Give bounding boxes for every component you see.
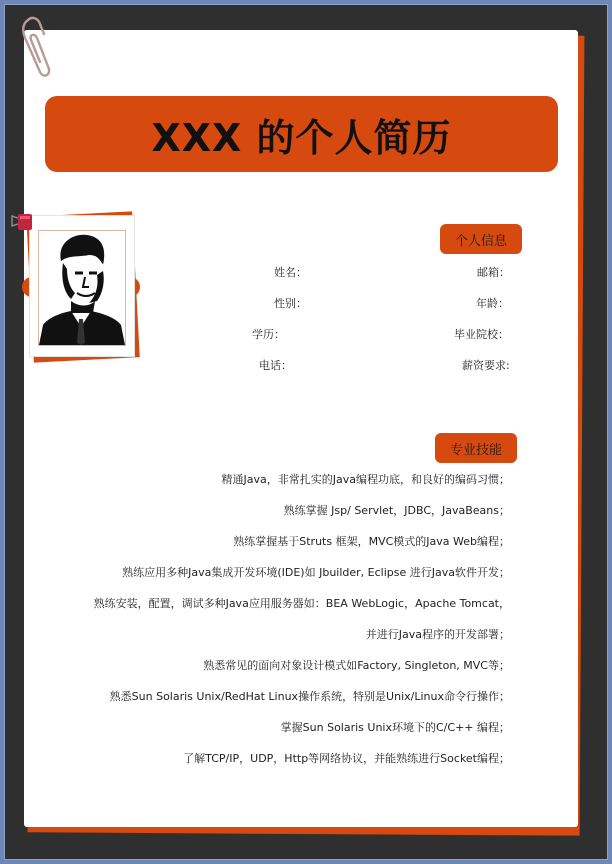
email-label: 邮箱： xyxy=(477,266,510,279)
skill-item: 掌握Sun Solaris Unix环境下的C/C++ 编程； xyxy=(280,721,510,734)
education-label: 学历： xyxy=(252,328,285,341)
personal-info-heading: 个人信息 xyxy=(440,224,522,254)
skill-item: 熟练掌握基于Struts 框架，MVC模式的Java Web编程； xyxy=(233,535,510,548)
phone-label: 电话： xyxy=(259,359,292,372)
school-label: 毕业院校： xyxy=(454,328,509,341)
portrait-photo xyxy=(38,230,126,346)
skill-item: 熟练掌握 Jsp/ Servlet，JDBC，JavaBeans； xyxy=(283,504,510,517)
skill-item: 熟悉常见的面向对象设计模式如Factory, Singleton, MVC等； xyxy=(203,659,510,672)
skill-item: 并进行Java程序的开发部署； xyxy=(365,628,510,641)
gender-label: 性别： xyxy=(274,297,307,310)
paperclip-icon xyxy=(18,14,54,80)
skill-item: 精通Java，非常扎实的Java编程功底，和良好的编码习惯； xyxy=(221,473,510,486)
title-banner xyxy=(45,96,558,172)
skills-list xyxy=(60,464,510,774)
skill-item: 了解TCP/IP，UDP，Http等网络协议，并能熟练进行Socket编程； xyxy=(183,752,510,765)
skill-item: 熟练安装，配置，调试多种Java应用服务器如：BEA WebLogic，Apache Tomcat， xyxy=(93,597,510,610)
salary-label: 薪资要求: xyxy=(462,359,510,372)
skills-heading: 专业技能 xyxy=(435,433,517,463)
binder-clip-icon xyxy=(10,212,36,232)
name-label: 姓名： xyxy=(274,266,307,279)
skill-item: 熟悉Sun Solaris Unix/RedHat Linux操作系统，特别是Unix/Linux命令行操作； xyxy=(109,690,510,703)
page-title: XXX 的个人简历 xyxy=(151,115,452,160)
photo-card xyxy=(30,216,134,356)
skill-item: 熟练应用多种Java集成开发环境(IDE)如 Jbuilder, Eclipse 进行Java软件开发； xyxy=(122,566,510,579)
age-label: 年龄： xyxy=(476,297,509,310)
